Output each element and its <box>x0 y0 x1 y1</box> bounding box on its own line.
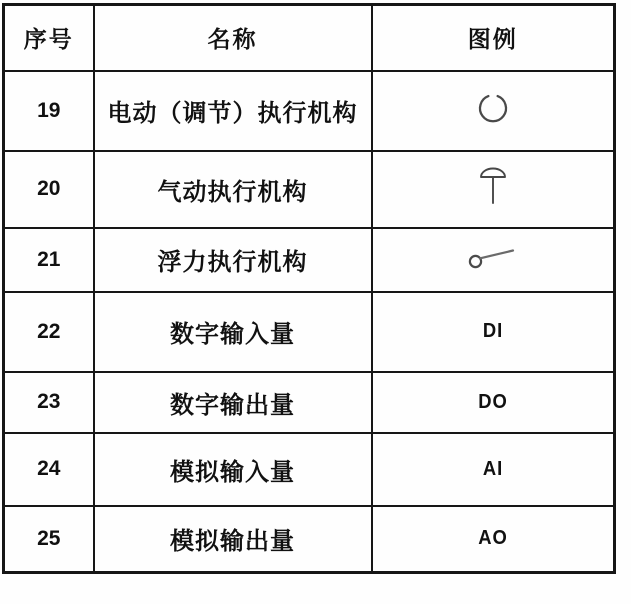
row-number: 19 <box>4 71 94 151</box>
row-name: 电动（调节）执行机构 <box>94 71 372 151</box>
table-row <box>4 292 615 372</box>
legend-code-ao: AO <box>478 527 508 550</box>
legend-code-ai: AI <box>482 457 503 480</box>
row-legend <box>372 228 615 292</box>
column-header-legend: 图例 <box>372 5 615 71</box>
column-header-name: 名称 <box>94 5 372 71</box>
symbol-legend-table <box>2 3 616 574</box>
row-legend <box>372 151 615 228</box>
row-number: 21 <box>4 228 94 292</box>
table-row <box>4 151 615 228</box>
row-legend <box>372 506 615 573</box>
table-row <box>4 506 615 573</box>
table-row <box>4 228 615 292</box>
row-name: 模拟输出量 <box>94 506 372 573</box>
electric-regulating-actuator-icon <box>472 87 514 135</box>
row-number: 20 <box>4 151 94 228</box>
table-row <box>4 71 615 151</box>
legend-code-do: DO <box>478 390 508 413</box>
table-row <box>4 433 615 506</box>
row-legend <box>372 292 615 372</box>
row-name: 模拟输入量 <box>94 433 372 506</box>
row-name: 浮力执行机构 <box>94 228 372 292</box>
buoyancy-actuator-icon <box>465 244 521 276</box>
row-name: 数字输入量 <box>94 292 372 372</box>
row-number: 24 <box>4 433 94 506</box>
row-name: 数字输出量 <box>94 372 372 433</box>
row-legend <box>372 433 615 506</box>
row-name: 气动执行机构 <box>94 151 372 228</box>
row-legend <box>372 71 615 151</box>
column-header-no: 序号 <box>4 5 94 71</box>
legend-code-di: DI <box>482 320 503 342</box>
table-row <box>4 372 615 433</box>
row-number: 23 <box>4 372 94 433</box>
row-number: 22 <box>4 292 94 372</box>
pneumatic-actuator-icon <box>471 163 515 215</box>
table-header-row <box>4 5 615 71</box>
row-legend <box>372 372 615 433</box>
row-number: 25 <box>4 506 94 573</box>
